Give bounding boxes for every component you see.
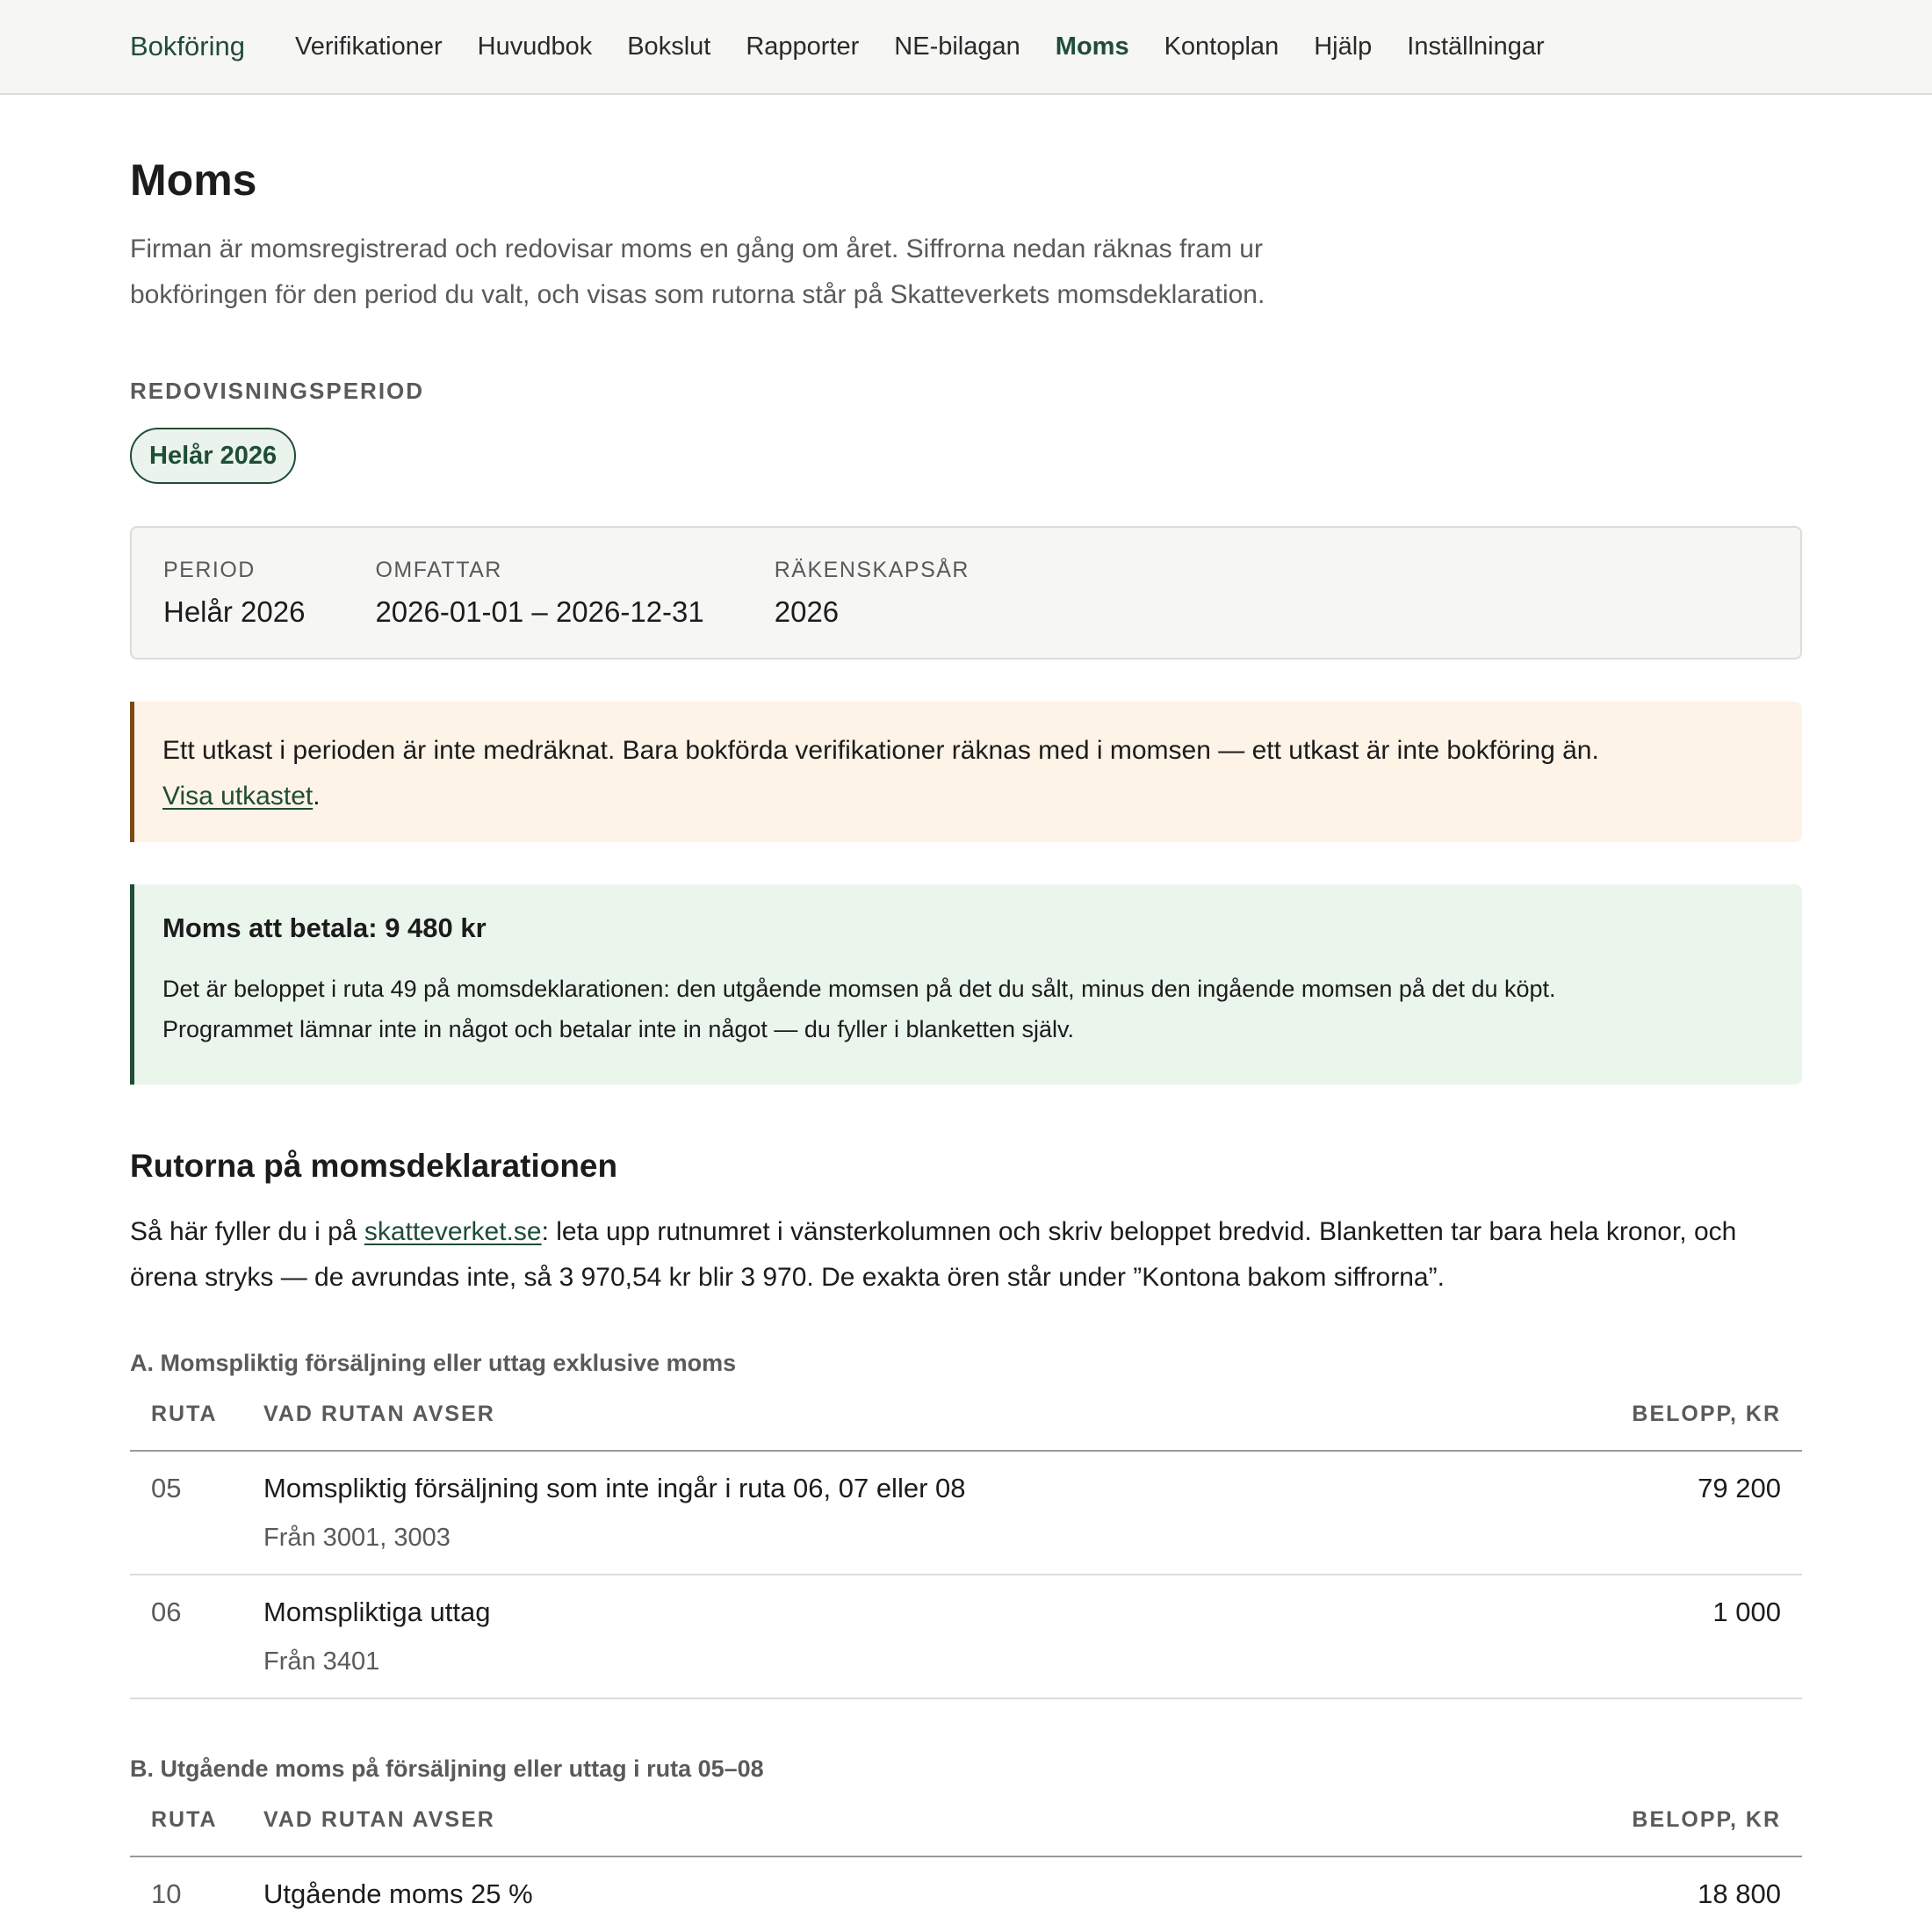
boxes-text-after: : leta upp rutnumret i vänsterkolumnen och skriv beloppet bredvid. Blanketten tar bara hela kronor, och örena stryks — de avrundas inte, så 3 970,54 kr blir 3 970. De exakta ören står under ”Kontona bakom siffrorna”. [130, 1217, 1737, 1292]
period-selector-label: REDOVISNINGSPERIOD [130, 378, 425, 404]
period-info-box [130, 526, 1802, 660]
row-desc: Utgående moms 25 % [263, 1878, 533, 1909]
info-covers [375, 558, 703, 628]
vat-summary-line-1: Det är beloppet i ruta 49 på momsdeklarationen: den utgående momsen på det du sålt, minus den ingående momsen på det du köpt. [162, 976, 1556, 1002]
header-amount: BELOPP, KR [1209, 1807, 1802, 1856]
draft-warning [130, 702, 1802, 842]
group-b-title: B. Utgående moms på försäljning eller uttag i ruta 05–08 [130, 1755, 764, 1782]
brand-link[interactable]: Bokföring [130, 31, 245, 61]
header-ruta: RUTA [130, 1807, 242, 1856]
row-desc: Momspliktig försäljning som inte ingår i ruta 06, 07 eller 08 [263, 1473, 966, 1503]
row-amount: 18 800 [1209, 1856, 1802, 1932]
row-ruta: 06 [130, 1575, 242, 1698]
vat-to-pay-title: Moms att betala: 9 480 kr [162, 912, 487, 943]
main-content [0, 95, 1932, 1932]
table-row [130, 1575, 1802, 1698]
top-navigation [0, 0, 1932, 95]
nav-item-ne-bilagan[interactable]: NE-bilagan [894, 32, 1020, 61]
info-period-key: PERIOD [163, 558, 256, 582]
boxes-text-before: Så här fyller du i på [130, 1217, 364, 1246]
header-amount: BELOPP, KR [1483, 1402, 1802, 1451]
page-title: Moms [130, 155, 257, 205]
nav-item-bokslut[interactable]: Bokslut [627, 32, 711, 61]
nav-item-moms[interactable]: Moms [1055, 32, 1129, 61]
row-desc-cell [242, 1575, 1483, 1698]
header-desc: VAD RUTAN AVSER [242, 1402, 1483, 1451]
vat-summary-line-2: Programmet lämnar inte in något och betalar inte in något — du fyller i blanketten själv. [162, 1016, 1075, 1042]
info-fiscal-key: RÄKENSKAPSÅR [774, 558, 970, 582]
row-source: Från 3001, 3003 [263, 1524, 451, 1552]
boxes-section-title: Rutorna på momsdeklarationen [130, 1148, 618, 1184]
row-ruta: 05 [130, 1451, 242, 1575]
row-desc-cell [242, 1856, 1209, 1932]
period-pill-selected[interactable]: Helår 2026 [130, 428, 296, 484]
row-desc: Momspliktiga uttag [263, 1597, 491, 1627]
row-source: Från 3401 [263, 1647, 380, 1676]
row-amount: 1 000 [1483, 1575, 1802, 1698]
page-intro [130, 227, 1447, 318]
info-fiscal-value: 2026 [774, 595, 840, 628]
nav-item-verifikationer[interactable]: Verifikationer [294, 32, 443, 61]
row-amount: 79 200 [1483, 1451, 1802, 1575]
vat-summary-box [130, 884, 1802, 1085]
info-covers-value: 2026-01-01 – 2026-12-31 [375, 595, 704, 628]
info-fiscal-year [775, 558, 970, 628]
row-ruta: 10 [130, 1856, 242, 1932]
table-row [130, 1451, 1802, 1575]
show-draft-link[interactable]: Visa utkastet [162, 782, 314, 811]
nav-item-rapporter[interactable]: Rapporter [746, 32, 860, 61]
skatteverket-link[interactable]: skatteverket.se [364, 1217, 542, 1246]
nav-item-installningar[interactable]: Inställningar [1407, 32, 1545, 61]
intro-line-2: bokföringen för den period du valt, och visas som rutorna står på Skatteverkets momsdeklaration. [130, 280, 1265, 309]
header-desc: VAD RUTAN AVSER [242, 1807, 1209, 1856]
info-period-value: Helår 2026 [163, 595, 306, 628]
header-ruta: RUTA [130, 1402, 242, 1451]
row-desc-cell [242, 1451, 1483, 1575]
draft-warning-text: Ett utkast i perioden är inte medräknat. Bara bokförda verifikationer räknas med i momsen — ett utkast är inte bokföring än. [162, 736, 1599, 765]
nav-item-hjalp[interactable]: Hjälp [1314, 32, 1373, 61]
boxes-section-text [130, 1209, 1802, 1301]
info-covers-key: OMFATTAR [375, 558, 502, 582]
draft-warning-period: . [313, 782, 321, 811]
table-row [130, 1856, 1802, 1932]
group-a-title: A. Momspliktig försäljning eller uttag exklusive moms [130, 1350, 737, 1376]
group-a-table [130, 1402, 1802, 1699]
intro-line-1: Firman är momsregistrerad och redovisar moms en gång om året. Siffrorna nedan räknas fram ur [130, 234, 1263, 263]
nav-item-kontoplan[interactable]: Kontoplan [1164, 32, 1280, 61]
info-period [163, 558, 305, 628]
group-b-table [130, 1807, 1802, 1932]
nav-item-huvudbok[interactable]: Huvudbok [477, 32, 593, 61]
vat-summary-text [162, 969, 1774, 1049]
